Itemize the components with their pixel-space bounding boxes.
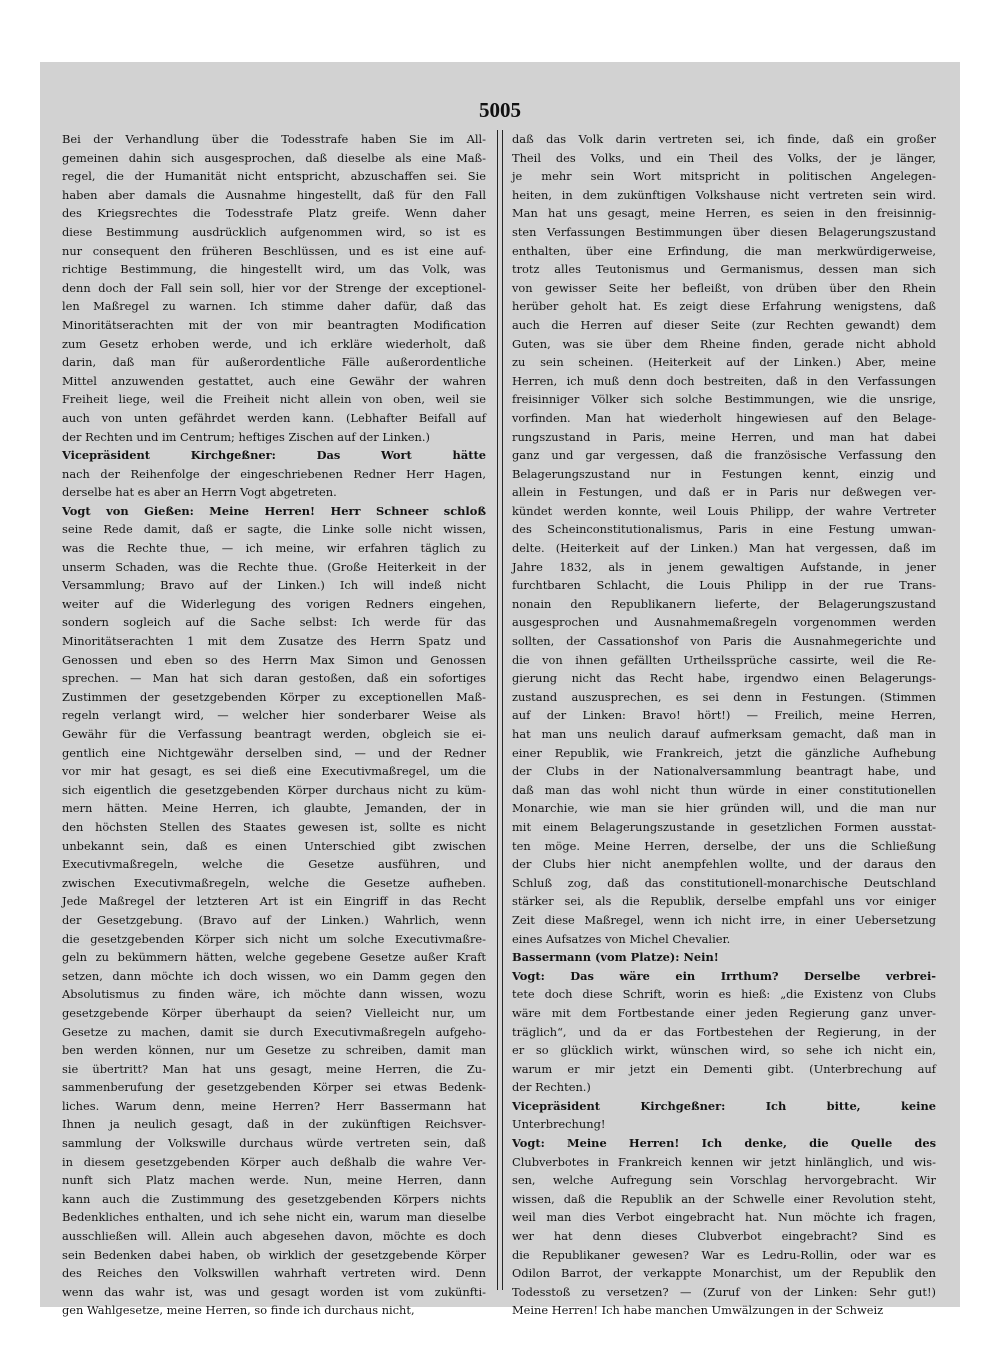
text-line: regel, die der Humanität nicht entspricht, abzuschaffen sei. Sie: [62, 169, 486, 184]
text-line: Clubverbotes in Frankreich kennen wir jetzt hinlänglich, und wis-: [512, 1154, 936, 1169]
text-line: heiten, in dem zukünftigen Volkshause nicht vertreten sein wird.: [512, 187, 936, 202]
text-line: zwischen Executivmaßregeln, welche die Gesetze aufheben.: [62, 875, 486, 890]
text-line: Mittel anzuwenden gestattet, auch eine Gewähr der wahren: [62, 373, 486, 388]
text-line: Freiheit liege, weil die Freiheit nicht allein von oben, weil sie: [62, 392, 486, 407]
text-line: Minoritätserachten 1 mit dem Zusatze des Herrn Spatz und: [62, 634, 486, 649]
text-line: auf der Linken: Bravo! hört!) — Freilich, meine Herren,: [512, 708, 936, 723]
text-line: Zeit diese Maßregel, wenn ich nicht irre, in einer Uebersetzung: [512, 912, 936, 927]
text-line: gemeinen dahin sich ausgesprochen, daß dieselbe als eine Maß-: [62, 150, 486, 165]
text-line: des Kriegsrechtes die Todesstrafe Platz greife. Wenn daher: [62, 206, 486, 221]
text-line: Monarchie, wie man sie hier gründen will, und die man nur: [512, 801, 936, 816]
text-line: kann auch die Zustimmung des gesetzgebenden Körpers nichts: [62, 1191, 486, 1206]
text-line: allein in Festungen, und daß er in Paris nur deßwegen ver-: [512, 485, 936, 500]
text-line: regeln verlangt wird, — welcher hier sonderbarer Weise als: [62, 708, 486, 723]
text-line: Vicepräsident Kirchgeßner: Das Wort hätte: [62, 448, 486, 463]
text-line: denn doch der Fall sein soll, hier vor der Strenge der exceptionel-: [62, 280, 486, 295]
text-line: mit einem Belagerungszustande in gesetzlichen Formen ausstat-: [512, 819, 936, 834]
text-line: einer Republik, wie Frankreich, jetzt die gänzliche Aufhebung: [512, 745, 936, 760]
text-line: weil man dies Verbot eingebracht hat. Nun möchte ich fragen,: [512, 1210, 936, 1225]
text-line: Man hat uns gesagt, meine Herren, es seien in den freisinnig-: [512, 206, 936, 221]
text-line: sollten, der Cassationshof von Paris die Ausnahmegerichte und: [512, 634, 936, 649]
text-line: sammenberufung der gesetzgebenden Körper sei etwas Bedenk-: [62, 1080, 486, 1095]
text-line: liches. Warum denn, meine Herren? Herr Bassermann hat: [62, 1098, 486, 1113]
text-line: träglich“, und da er das Fortbestehen der Regierung, in der: [512, 1024, 936, 1039]
text-line: die Republikaner gewesen? War es Ledru-Rollin, oder war es: [512, 1247, 936, 1262]
text-line: er so glücklich wirkt, wünschen wird, so sehe ich nicht ein,: [512, 1043, 936, 1058]
text-line: Genossen und eben so des Herrn Max Simon und Genossen: [62, 652, 486, 667]
text-line: Bei der Verhandlung über die Todesstrafe haben Sie im All-: [62, 132, 486, 146]
text-line: zum Gesetz erhoben werde, und ich erkläre wiederholt, daß: [62, 336, 486, 351]
text-line: Vicepräsident Kirchgeßner: Ich bitte, keine: [512, 1098, 936, 1113]
text-line: Executivmaßregeln, welche die Gesetze ausführen, und: [62, 857, 486, 872]
text-line: Absolutismus zu finden wäre, ich möchte dann wissen, wozu: [62, 987, 486, 1002]
text-line: nur consequent den früheren Beschlüssen, und es ist eine auf-: [62, 243, 486, 258]
text-line: der Clubs in der Nationalversammlung beantragt habe, und: [512, 764, 936, 779]
text-line: Guten, was sie über dem Rheine finden, gerade nicht abhold: [512, 336, 936, 351]
text-line: seine Rede damit, daß er sagte, die Linke solle nicht wissen,: [62, 522, 486, 537]
text-line: Todesstoß zu versetzen? — (Zuruf von der Linken: Sehr gut!): [512, 1284, 936, 1299]
text-line: Versammlung; Bravo auf der Linken.) Ich will indeß nicht: [62, 578, 486, 593]
text-line: nach der Reihenfolge der eingeschriebenen Redner Herr Hagen,: [62, 466, 486, 481]
text-line: weiter auf die Widerlegung des vorigen Redners eingehen,: [62, 596, 486, 611]
text-line: Jede Maßregel der letzteren Art ist ein Eingriff in das Recht: [62, 894, 486, 909]
text-line: des Reiches den Volkswillen wahrhaft vertreten wird. Denn: [62, 1266, 486, 1281]
text-line: sondern sogleich auf die Sache selbst: Ich werde für das: [62, 615, 486, 630]
text-line: ausgesprochen und Ausnahmemaßregeln vorgenommen werden: [512, 615, 936, 630]
text-line: gierung nicht das Recht habe, irgendwo einen Belagerungs-: [512, 671, 936, 686]
text-line: derselbe hat es aber an Herrn Vogt abgetreten.: [62, 485, 337, 500]
text-line: Schluß zog, daß das constitutionell-monarchische Deutschland: [512, 875, 936, 890]
text-line: vor mir hat gesagt, es sei dieß eine Executivmaßregel, um die: [62, 764, 486, 779]
text-line: der Rechten und im Centrum; heftiges Zischen auf der Linken.): [62, 429, 430, 444]
text-line: Ihnen ja neulich gesagt, daß in der zukünftigen Reichsver-: [62, 1117, 486, 1132]
text-line: Odilon Barrot, der verkappte Monarchist, um der Republik den: [512, 1266, 936, 1281]
text-line: Vogt: Das wäre ein Irrthum? Derselbe verbrei-: [512, 968, 936, 983]
text-line: den höchsten Stellen des Staates gewesen ist, sollte es nicht: [62, 819, 486, 834]
text-line: delte. (Heiterkeit auf der Linken.) Man hat vergessen, daß im: [512, 541, 936, 556]
text-line: gentlich eine Nichtgewähr derselben sind, — und der Redner: [62, 745, 486, 760]
page-number: 5005: [479, 98, 521, 122]
text-line: enthalten, über eine Erfindung, die man merkwürdigerweise,: [512, 243, 936, 258]
text-line: sten Verfassungen Bestimmungen über diesen Belagerungszustand: [512, 224, 936, 239]
text-line: Meine Herren! Ich habe manchen Umwälzungen in der Schweiz: [512, 1303, 884, 1318]
text-line: Herren, ich muß denn doch bestreiten, daß in den Verfassungen: [512, 373, 936, 388]
text-line: diese Bestimmung ausdrücklich aufgenommen wird, so ist es: [62, 224, 486, 239]
text-line: sie übertritt? Man hat uns gesagt, meine Herren, die Zu-: [62, 1061, 486, 1076]
text-line: daß das Volk darin vertreten sei, ich finde, daß ein großer: [512, 132, 936, 146]
text-line: tete doch diese Schrift, worin es hieß: „die Existenz von Clubs: [512, 987, 936, 1002]
text-line: darin, daß man für außerordentliche Fälle außerordentliche: [62, 355, 486, 370]
text-line: wäre mit dem Fortbestande einer jeden Regierung ganz unver-: [512, 1005, 936, 1020]
text-line: ten möge. Meine Herren, derselbe, der uns die Schließung: [512, 838, 936, 853]
column-divider: [497, 130, 503, 1290]
text-line: wer hat denn dieses Clubverbot eingebracht? Sind es: [512, 1229, 936, 1244]
text-line: Minoritätserachten mit der von mir beantragten Modification: [62, 317, 486, 332]
text-line: furchtbaren Schlacht, die Louis Philipp in der rue Trans-: [512, 578, 936, 593]
text-line: freisinniger Völker sich solche Bestimmungen, wie die unsrige,: [512, 392, 936, 407]
text-line: sprechen. — Man hat sich daran gestoßen, daß ein sofortiges: [62, 671, 486, 686]
text-line: trotz alles Teutonismus und Germanismus, dessen man sich: [512, 262, 936, 277]
text-line: wissen, daß die Republik an der Schwelle einer Revolution steht,: [512, 1191, 936, 1206]
text-line: die von ihnen gefällten Urtheilssprüche cassirte, weil die Re-: [512, 652, 936, 667]
text-line: sich eigentlich die gesetzgebenden Körper durchaus nicht zu küm-: [62, 782, 486, 797]
text-line: ausschließen will. Allein auch abgesehen davon, möchte es doch: [62, 1229, 486, 1244]
text-line: zustand auszusprechen, es sei denn in Festungen. (Stimmen: [512, 689, 936, 704]
text-line: zu sein scheinen. (Heiterkeit auf der Linken.) Aber, meine: [512, 355, 936, 370]
text-line: setzen, dann möchte ich doch wissen, wo ein Damm gegen den: [62, 968, 486, 983]
text-line: der Clubs hier nicht anempfehlen wollte, und der daraus den: [512, 857, 936, 872]
text-line: Zustimmen der gesetzgebenden Körper zu exceptionellen Maß-: [62, 689, 486, 704]
text-line: unserm Schaden, was die Rechte thue. (Große Heiterkeit in der: [62, 559, 486, 574]
text-line: auch von unten gefährdet werden kann. (Lebhafter Beifall auf: [62, 410, 486, 425]
text-line: warum er mir jetzt ein Dementi gibt. (Unterbrechung auf: [512, 1061, 936, 1076]
text-line: gesetzgebende Körper überhaupt da seien? Vielleicht nur, um: [62, 1005, 486, 1020]
text-line: daß man das wohl nicht thun würde in einer constitutionellen: [512, 782, 936, 797]
text-line: von gewisser Seite her befleißt, von drüben über den Rhein: [512, 280, 936, 295]
text-line: je mehr sein Wort mitspricht in politischen Angelegen-: [512, 169, 936, 184]
text-line: rungszustand in Paris, meine Herren, und man hat dabei: [512, 429, 936, 444]
text-line: ganz und gar vergessen, daß die französische Verfassung den: [512, 448, 936, 463]
text-line: ben werden können, nur um Gesetze zu schreiben, damit man: [62, 1043, 486, 1058]
text-line: sein Bedenken dabei haben, ob wirklich der gesetzgebende Körper: [62, 1247, 486, 1262]
text-line: der Rechten.): [512, 1080, 591, 1095]
text-line: eines Aufsatzes von Michel Chevalier.: [512, 931, 731, 946]
text-line: die gesetzgebenden Körper sich nicht um solche Executivmaßre-: [62, 931, 486, 946]
text-line: richtige Bestimmung, die hingestellt wird, um das Volk, was: [62, 262, 486, 277]
text-line: geln zu bekümmern hätten, welche gegebene Gesetze außer Kraft: [62, 950, 486, 965]
text-line: haben aber damals die Ausnahme hingestellt, daß für den Fall: [62, 187, 486, 202]
text-line: Bedenkliches enthalten, und ich sehe nicht ein, warum man dieselbe: [62, 1210, 486, 1225]
text-line: auch die Herren auf dieser Seite (zur Rechten gewandt) dem: [512, 317, 936, 332]
text-line: Belagerungszustand nur in Festungen kennt, einzig und: [512, 466, 936, 481]
text-line: vorfinden. Man hat wiederholt hingewiesen auf den Belage-: [512, 410, 936, 425]
right-column: [512, 130, 936, 1318]
text-line: was die Rechte thue, — ich meine, wir erfahren täglich zu: [62, 541, 486, 556]
text-line: Unterbrechung!: [512, 1117, 606, 1132]
text-line: herüber geholt hat. Es zeigt diese Erfahrung wenigstens, daß: [512, 299, 936, 314]
left-column: [62, 130, 486, 1318]
text-line: unbekannt sein, daß es einen Unterschied gibt zwischen: [62, 838, 486, 853]
text-line: gen Wahlgesetze, meine Herren, so finde ich durchaus nicht,: [62, 1303, 415, 1318]
text-line: Jahre 1832, als in jenem gewaltigen Aufstande, in jener: [512, 559, 936, 574]
text-line: mern hätten. Meine Herren, ich glaubte, Jemanden, der in: [62, 801, 486, 816]
text-line: Vogt von Gießen: Meine Herren! Herr Schneer schloß: [62, 503, 486, 518]
text-line: hat man uns neulich darauf aufmerksam gemacht, daß man in: [512, 727, 936, 741]
text-line: Bassermann (vom Platze): Nein!: [512, 950, 719, 965]
text-line: der Gesetzgebung. (Bravo auf der Linken.) Wahrlich, wenn: [62, 912, 486, 927]
text-line: Vogt: Meine Herren! Ich denke, die Quelle des: [512, 1136, 936, 1151]
text-line: kündet werden konnte, weil Louis Philipp, der wahre Vertreter: [512, 503, 936, 518]
text-line: stärker sei, als die Republik, derselbe empfahl uns vor einiger: [512, 894, 936, 909]
text-line: Gewähr für die Verfassung beantragt werden, obgleich sie ei-: [62, 727, 486, 741]
text-line: wenn das wahr ist, was und gesagt worden ist vom zukünfti-: [62, 1284, 486, 1299]
text-line: in diesem gesetzgebenden Körper auch deßhalb die wahre Ver-: [62, 1154, 486, 1169]
text-line: Theil des Volks, und ein Theil des Volks, der je länger,: [512, 150, 936, 165]
text-line: nunft sich Platz machen werde. Nun, meine Herren, dann: [62, 1173, 486, 1188]
text-line: des Scheinconstitutionalismus, Paris in eine Festung umwan-: [512, 522, 936, 537]
text-line: sammlung der Volkswille durchaus würde vertreten sein, daß: [62, 1136, 486, 1151]
text-line: nonain den Republikanern lieferte, der Belagerungszustand: [512, 596, 936, 611]
text-line: len Maßregel zu warnen. Ich stimme daher dafür, daß das: [62, 299, 486, 314]
text-line: sen, welche Aufregung sein Vorschlag hervorgebracht. Wir: [512, 1173, 936, 1188]
text-line: Gesetze zu machen, damit sie durch Executivmaßregeln aufgeho-: [62, 1024, 486, 1039]
